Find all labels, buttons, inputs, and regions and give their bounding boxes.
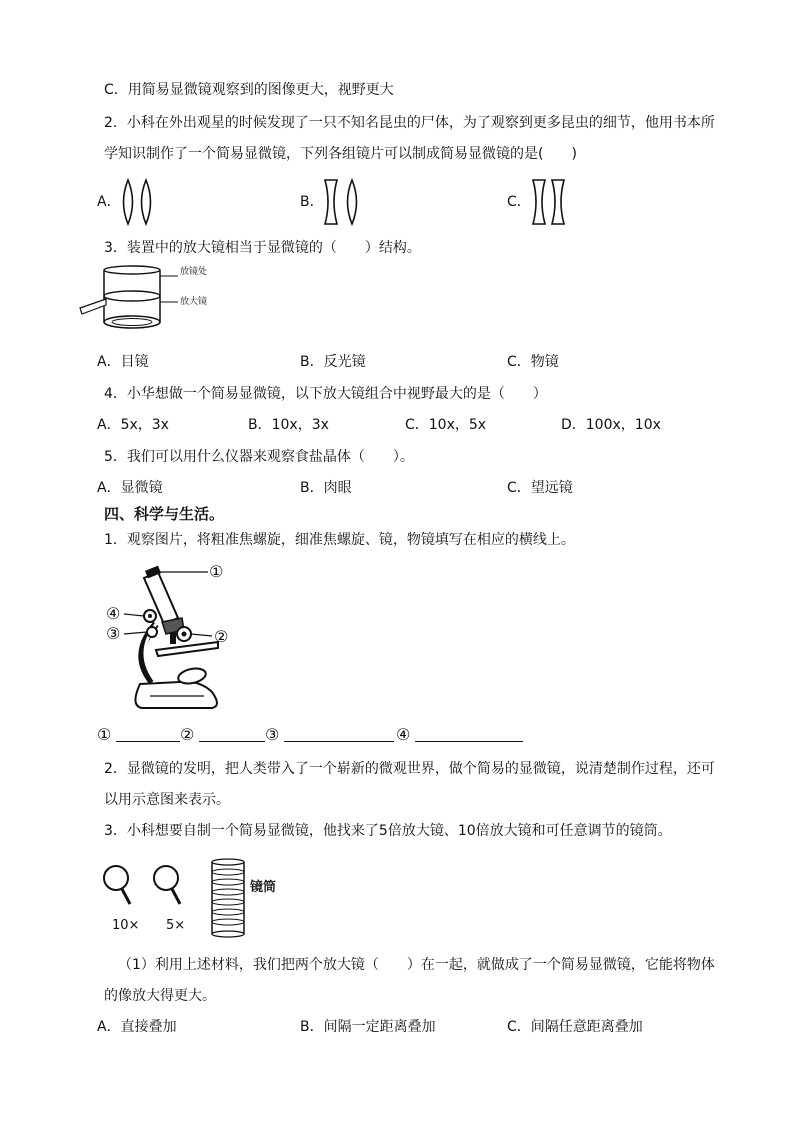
q2-line1: 2．小科在外出观星的时候发现了一只不知名昆虫的尸体，为了观察到更多昆虫的细节，他用书本所 (104, 115, 715, 131)
q5-option-b[interactable]: B．肉眼 (300, 480, 352, 496)
blank-label-4: ④ (396, 725, 411, 744)
q5-text: 5．我们可以用什么仪器来观察食盐晶体（ ）。 (104, 449, 414, 465)
q4-option-a[interactable]: A．5x，3x (97, 417, 169, 433)
magnifier-10x-label: 10× (112, 918, 140, 933)
q3-label-lens: 放大镜 (180, 297, 208, 307)
q3-label-top: 放镜处 (180, 267, 208, 277)
section-4-title: 四、科学与生活。 (104, 505, 225, 523)
blank-label-3: ③ (265, 725, 280, 744)
microscope-label-2: ② (214, 627, 229, 646)
s4q3-text: 3．小科想要自制一个简易显微镜，他找来了5倍放大镜、10倍放大镜和可任意调节的镜筒。 (104, 823, 672, 839)
s4q3-option-c[interactable]: C．间隔任意距离叠加 (507, 1019, 643, 1035)
answer-blank-4[interactable] (415, 727, 523, 742)
tube-label: 镜筒 (250, 880, 277, 895)
answer-blank-2[interactable] (199, 727, 265, 742)
q2-lens-c-concave-pair (530, 178, 574, 226)
q4-text: 4．小华想做一个简易显微镜，以下放大镜组合中视野最大的是（ ） (104, 386, 547, 402)
q3-option-c[interactable]: C．物镜 (507, 354, 559, 370)
microscope-figure (100, 558, 260, 728)
prev-option-c: C．用简易显微镜观察到的图像更大，视野更大 (104, 82, 394, 98)
microscope-label-1: ① (209, 562, 224, 581)
q2-option-a-label[interactable]: A． (97, 194, 121, 210)
q2-option-c-label[interactable]: C． (507, 194, 531, 210)
q2-line2: 学知识制作了一个简易显微镜，下列各组镜片可以制成简易显微镜的是( ) (104, 146, 577, 162)
microscope-label-3: ③ (106, 624, 121, 643)
q3-option-b[interactable]: B．反光镜 (300, 354, 366, 370)
s4q3-option-b[interactable]: B．间隔一定距离叠加 (300, 1019, 436, 1035)
q2-lens-a-convex-pair (120, 178, 160, 226)
s4q3-sub1-line2: 的像放大得更大。 (104, 988, 216, 1004)
s4q3-option-a[interactable]: A．直接叠加 (97, 1019, 177, 1035)
answer-blank-1[interactable] (116, 727, 180, 742)
blank-label-2: ② (180, 725, 195, 744)
s4q1-text: 1．观察图片，将粗准焦螺旋，细准焦螺旋、镜，物镜填写在相应的横线上。 (104, 532, 575, 548)
q2-option-b-label[interactable]: B． (300, 194, 324, 210)
q5-option-c[interactable]: C．望远镜 (507, 480, 573, 496)
q4-option-b[interactable]: B．10x，3x (248, 417, 329, 433)
q4-option-d[interactable]: D．100x，10x (561, 417, 661, 433)
answer-blank-3[interactable] (284, 727, 394, 742)
q3-option-a[interactable]: A．目镜 (97, 354, 149, 370)
s4q2-line2: 以用示意图来表示。 (104, 792, 230, 808)
q5-option-a[interactable]: A．显微镜 (97, 480, 163, 496)
q3-tube-apparatus-figure (80, 264, 260, 336)
s4q3-sub1-line1: （1）利用上述材料，我们把两个放大镜（ ）在一起，就做成了一个简易显微镜，它能将物体 (118, 957, 715, 973)
microscope-label-4: ④ (106, 604, 121, 623)
s4q2-line1: 2．显微镜的发明，把人类带入了一个崭新的微观世界，做个简易的显微镜，说清楚制作过程，还可 (104, 761, 715, 777)
blank-label-1: ① (97, 725, 112, 744)
q4-option-c[interactable]: C．10x，5x (405, 417, 487, 433)
q3-text: 3．装置中的放大镜相当于显微镜的（ ）结构。 (104, 240, 421, 256)
q2-lens-b-concave-convex (322, 178, 366, 226)
magnifier-5x-label: 5× (166, 918, 186, 933)
